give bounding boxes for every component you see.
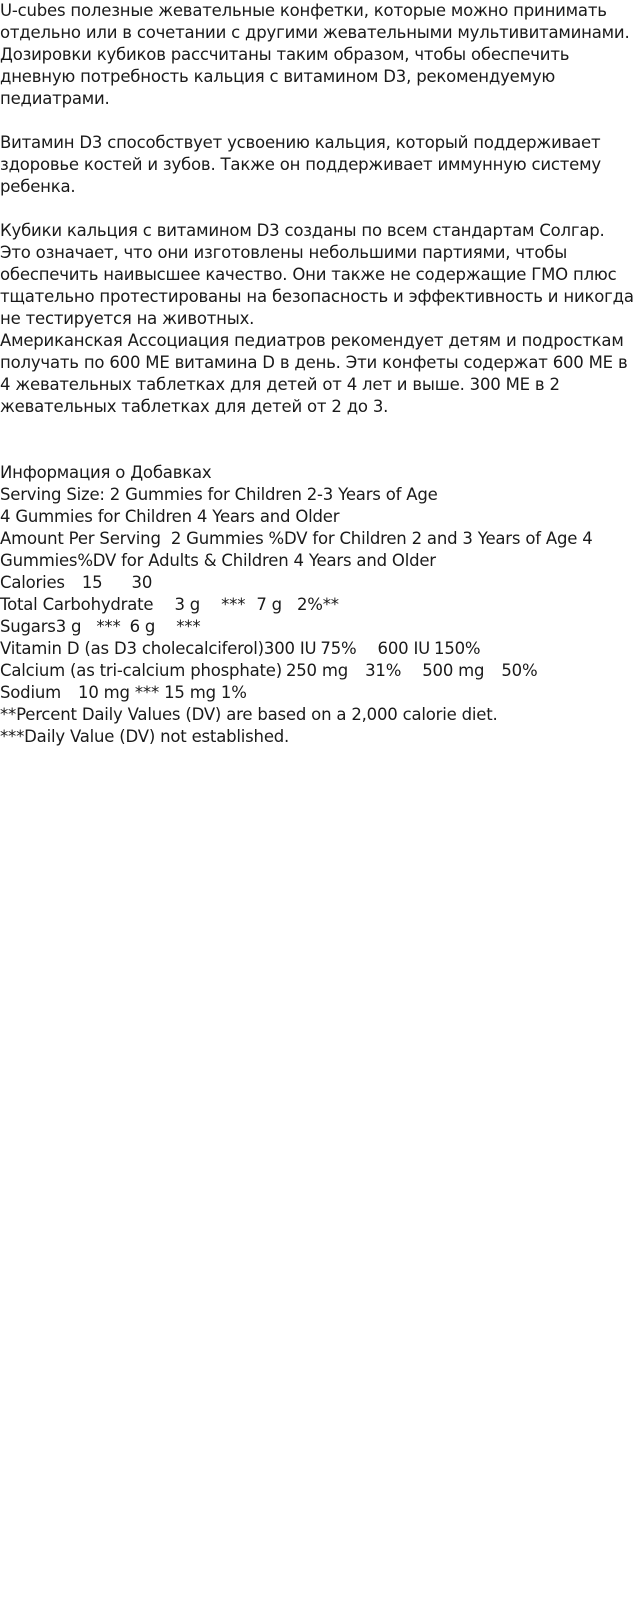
nutrient-name: Calories xyxy=(0,573,65,592)
nutrient-value-2: 500 mg xyxy=(422,661,485,680)
nutrient-dv-1: 75% xyxy=(320,639,357,658)
nutrient-dv-1: *** xyxy=(221,595,246,614)
header-col-2: %DV for Children 2 and 3 Years of Age 4 Gummies%DV for Adults & Children 4 Years and Older xyxy=(0,529,593,570)
description-paragraph-vitamin-d3: Витамин D3 способствует усвоению кальция, который поддерживает здоровье костей и зубов. Также он поддерживает иммунную систему ребенка. xyxy=(0,133,601,196)
nutrient-value-2: 6 g xyxy=(129,617,156,636)
nutrient-dv-2: *** xyxy=(176,617,201,636)
nutrient-dv-1: 31% xyxy=(365,661,402,680)
nutrient-value-1: 3 g xyxy=(174,595,201,614)
nutrient-name: Vitamin D (as D3 cholecalciferol) xyxy=(0,639,264,658)
nutrient-value-1: 250 mg xyxy=(285,661,349,680)
supplement-table-header xyxy=(0,528,640,572)
nutrient-dv-2: 50% xyxy=(501,661,538,680)
nutrient-dv-2: 2%** xyxy=(296,595,339,614)
table-row xyxy=(0,616,640,638)
nutrient-dv-2: 1% xyxy=(220,683,247,702)
nutrient-value-1: 10 mg xyxy=(78,683,130,702)
footnote-percent-daily-values: **Percent Daily Values (DV) are based on a 2,000 calorie diet. xyxy=(0,705,498,724)
nutrient-name: Sodium xyxy=(0,683,61,702)
header-amount-per-serving: Amount Per Serving xyxy=(0,529,161,548)
serving-size-line-1: Serving Size: 2 Gummies for Children 2-3 Years of Age xyxy=(0,485,438,504)
nutrient-value-2: 15 mg xyxy=(164,683,216,702)
table-row xyxy=(0,682,640,704)
table-row xyxy=(0,572,640,594)
description-paragraph-quality: Кубики кальция с витамином D3 созданы по всем стандартам Солгар. Это означает, что они изготовлены небольшими партиями, чтобы обеспечить наивысшее качество. Они также не содержащие ГМО плюс тщательно протестированы на безопасность и эффективность и никогда не тестируется на животных. xyxy=(0,221,634,328)
supplement-heading: Информация о Добавках xyxy=(0,463,212,482)
description-paragraph-recommendation: Американская Ассоциация педиатров рекомендует детям и подросткам получать по 600 МЕ витамина D в день. Эти конфеты содержат 600 МЕ в 4 жевательных таблетках для детей от 4 лет и выше. 300 МЕ в 2 жевательных таблетках для детей от 2 до 3. xyxy=(0,331,628,416)
serving-size-line-2: 4 Gummies for Children 4 Years and Older xyxy=(0,507,340,526)
footnote-dv-not-established: ***Daily Value (DV) not established. xyxy=(0,727,290,746)
header-col-1: 2 Gummies xyxy=(170,529,264,548)
description-paragraph-intro: U-cubes полезные жевательные конфетки, которые можно принимать отдельно или в сочетании с другими жевательными мультивитаминами. Дозировки кубиков рассчитаны таким образом, чтобы обеспечить дневную потребность кальция с витамином D3, рекомендуемую педиатрами. xyxy=(0,1,630,108)
nutrient-dv-1: *** xyxy=(96,617,121,636)
nutrient-dv-1: *** xyxy=(134,683,160,702)
nutrient-value-2: 7 g xyxy=(256,595,282,614)
table-row xyxy=(0,594,640,616)
nutrient-value-1: 3 g xyxy=(55,617,82,636)
nutrient-value-1: 15 xyxy=(81,573,103,592)
table-row xyxy=(0,660,640,682)
nutrient-dv-2: 150% xyxy=(434,639,481,658)
supplement-facts xyxy=(0,462,640,748)
nutrient-name: Sugars xyxy=(0,617,56,636)
nutrient-value-2: 600 IU xyxy=(377,639,431,658)
nutrient-value-1: 300 IU xyxy=(263,639,317,658)
table-row xyxy=(0,638,640,660)
nutrient-name: Calcium (as tri-calcium phosphate) xyxy=(0,661,282,680)
nutrient-name: Total Carbohydrate xyxy=(0,595,154,614)
nutrient-value-2: 30 xyxy=(131,573,153,592)
